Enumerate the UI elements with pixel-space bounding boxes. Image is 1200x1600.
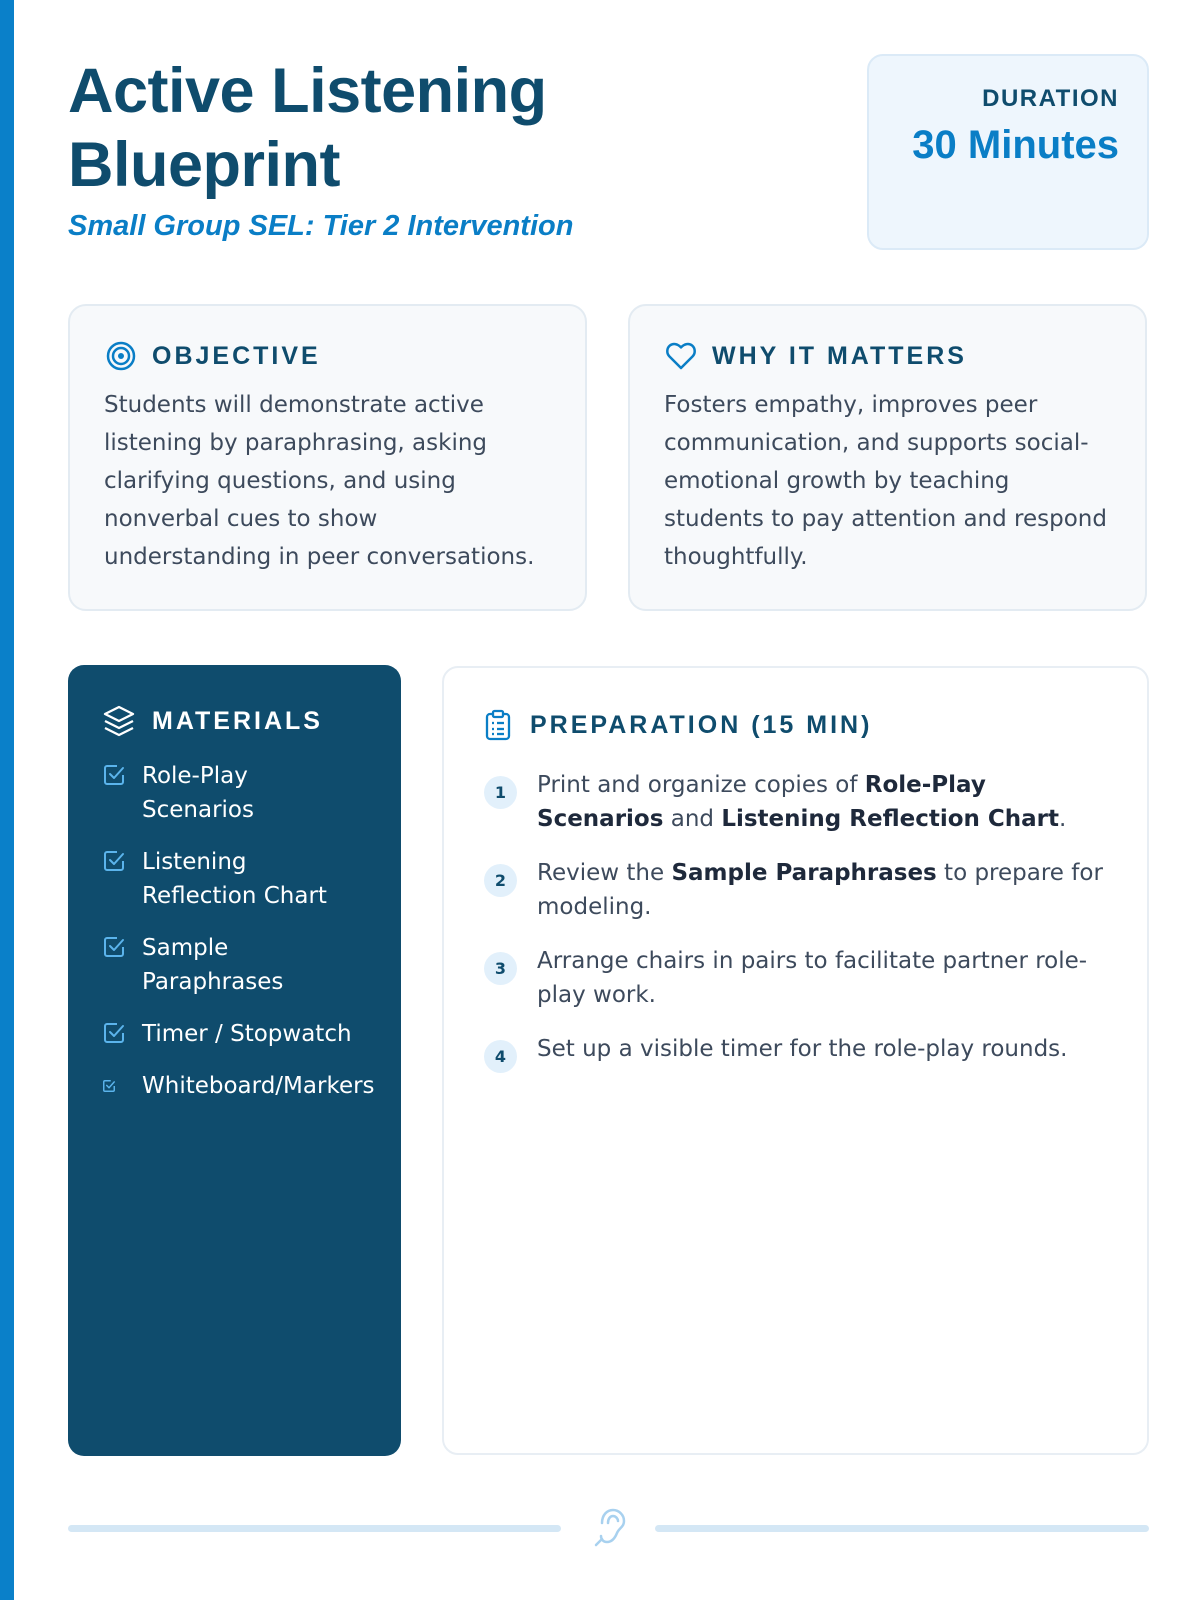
step-text-bold: Role-Play Scenarios	[537, 772, 986, 832]
target-icon	[104, 339, 138, 373]
page-subtitle: Small Group SEL: Tier 2 Intervention	[68, 210, 574, 242]
step-number-badge: 2	[484, 864, 517, 897]
why-heading: WHY IT MATTERS	[712, 341, 967, 370]
heart-icon	[664, 339, 698, 373]
duration-value: 30 Minutes	[912, 123, 1119, 167]
materials-header	[102, 703, 367, 739]
step-number-badge: 4	[484, 1040, 517, 1073]
checkbox-icon	[102, 849, 130, 877]
why-header	[664, 338, 1111, 374]
preparation-panel	[442, 666, 1149, 1455]
step-text-run: Review the	[537, 860, 672, 886]
layers-icon	[102, 703, 138, 739]
step-text-bold: Sample Paraphrases	[671, 860, 937, 886]
step-text-run: Print and organize copies of	[537, 772, 865, 798]
material-label: Whiteboard/Markers	[142, 1073, 375, 1099]
checkbox-icon	[102, 1073, 130, 1097]
materials-panel	[68, 665, 401, 1456]
step-text	[537, 856, 1107, 924]
why-text: Fosters empathy, improves peer communication, and supports social-emotional growth by teaching students to pay attention and respond thoughtfully.	[664, 392, 1107, 570]
footer-divider-right	[655, 1525, 1149, 1532]
step-number-badge: 3	[484, 952, 517, 985]
accent-stripe	[0, 0, 14, 1600]
step-text	[537, 944, 1107, 1012]
preparation-steps	[484, 768, 1107, 1073]
footer-divider-left	[68, 1525, 561, 1532]
checkbox-icon	[102, 763, 130, 791]
material-item	[102, 1069, 375, 1103]
checkbox-icon	[102, 935, 130, 963]
preparation-step	[484, 856, 1107, 924]
objective-text: Students will demonstrate active listening by paraphrasing, asking clarifying questions, and using nonverbal cues to show understanding in peer conversations.	[104, 392, 535, 570]
ear-icon	[590, 1505, 630, 1549]
page-title: Active Listening Blueprint	[68, 56, 547, 200]
why-it-matters-card	[628, 304, 1147, 611]
duration-label: DURATION	[982, 85, 1119, 112]
step-text-run: Arrange chairs in pairs to facilitate partner role-play work.	[537, 948, 1088, 1008]
material-label: Timer / Stopwatch	[142, 1021, 352, 1047]
preparation-step	[484, 768, 1107, 836]
preparation-heading: PREPARATION (15 MIN)	[530, 710, 873, 739]
material-label: Listening Reflection Chart	[142, 849, 327, 909]
step-text-bold: Listening Reflection Chart	[721, 806, 1060, 832]
materials-list	[102, 759, 375, 1103]
material-item	[102, 759, 367, 827]
checkbox-icon	[102, 1021, 130, 1049]
objective-header	[104, 338, 551, 374]
material-label: Role-Play Scenarios	[142, 763, 254, 823]
step-text-run: .	[1059, 806, 1067, 832]
preparation-header	[484, 708, 1107, 742]
duration-card	[867, 54, 1149, 250]
preparation-step	[484, 944, 1107, 1012]
step-text	[537, 768, 1107, 836]
material-item	[102, 931, 367, 999]
objective-card	[68, 304, 587, 611]
material-item	[102, 1017, 367, 1051]
clipboard-icon	[484, 708, 514, 742]
objective-heading: OBJECTIVE	[152, 341, 321, 370]
step-text	[537, 1032, 1067, 1066]
step-number-badge: 1	[484, 776, 517, 809]
material-item	[102, 845, 367, 913]
step-text-run: Set up a visible timer for the role-play rounds.	[537, 1036, 1068, 1062]
materials-heading: MATERIALS	[152, 706, 323, 735]
material-label: Sample Paraphrases	[142, 935, 284, 995]
preparation-step	[484, 1032, 1107, 1073]
step-text-run: and	[663, 806, 722, 832]
step-text-run: to prepare for modeling.	[537, 860, 1103, 920]
